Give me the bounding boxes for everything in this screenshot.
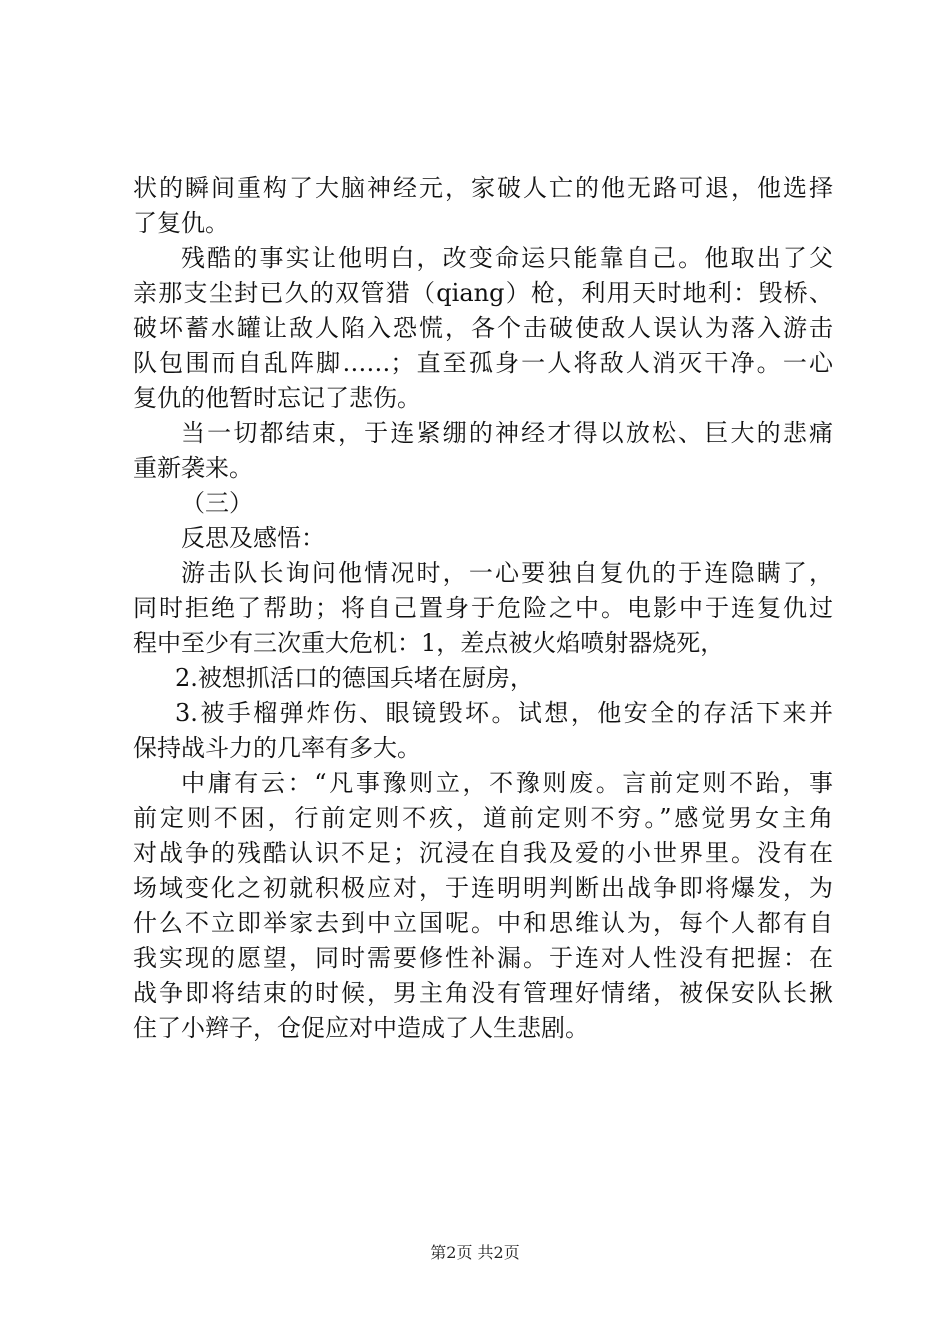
text-line: 当一切都结束，于连紧绷的神经才得以放松、巨大的悲痛 xyxy=(181,419,833,447)
text-line: 中庸有云：“凡事豫则立，不豫则废。言前定则不跆，事 xyxy=(181,769,833,797)
text-line: 住了小辫子，仓促应对中造成了人生悲剧。 xyxy=(133,1014,589,1042)
text-line: 对战争的残酷认识不足；沉浸在自我及爱的小世界里。没有在 xyxy=(133,839,833,867)
text-line: 队包围而自乱阵脚……；直至孤身一人将敌人消灭干净。一心 xyxy=(133,349,833,377)
text-line: 破坏蓄水罐让敌人陷入恐慌，各个击破使敌人误认为落入游击 xyxy=(133,314,833,342)
text-line: 保持战斗力的几率有多大。 xyxy=(133,734,421,762)
text-line: 状的瞬间重构了大脑神经元，家破人亡的他无路可退，他选择 xyxy=(133,174,833,202)
text-line: 残酷的事实让他明白，改变命运只能靠自己。他取出了父 xyxy=(181,244,833,272)
list-item: 3.被手榴弹炸伤、眼镜毁坏。试想，他安全的存活下来并 xyxy=(175,699,833,727)
text-line: 前定则不困，行前定则不疚，道前定则不穷。”感觉男女主角 xyxy=(133,804,833,832)
section-subheading: 反思及感悟： xyxy=(181,524,325,552)
list-item: 2.被想抓活口的德国兵堵在厨房， xyxy=(175,664,534,692)
text-line: 同时拒绝了帮助；将自己置身于危险之中。电影中于连复仇过 xyxy=(133,594,833,622)
text-line: 重新袭来。 xyxy=(133,454,253,482)
text-line: 什么不立即举家去到中立国呢。中和思维认为，每个人都有自 xyxy=(133,909,833,937)
text-line: 战争即将结束的时候，男主角没有管理好情绪，被保安队长揪 xyxy=(133,979,833,1007)
text-line: 复仇的他暂时忘记了悲伤。 xyxy=(133,384,421,412)
text-line: 亲那支尘封已久的双管猎（qiang）枪，利用天时地利：毁桥、 xyxy=(133,279,833,307)
text-line: 程中至少有三次重大危机：1，差点被火焰喷射器烧死， xyxy=(133,629,725,657)
section-heading: （三） xyxy=(181,489,253,517)
text-line: 了复仇。 xyxy=(133,209,229,237)
page-number-footer: 第2页 共2页 xyxy=(430,1243,520,1262)
text-line: 游击队长询问他情况时，一心要独自复仇的于连隐瞒了， xyxy=(181,559,833,587)
text-line: 我实现的愿望，同时需要修性补漏。于连对人性没有把握：在 xyxy=(133,944,833,972)
text-line: 场域变化之初就积极应对，于连明明判断出战争即将爆发，为 xyxy=(133,874,833,902)
